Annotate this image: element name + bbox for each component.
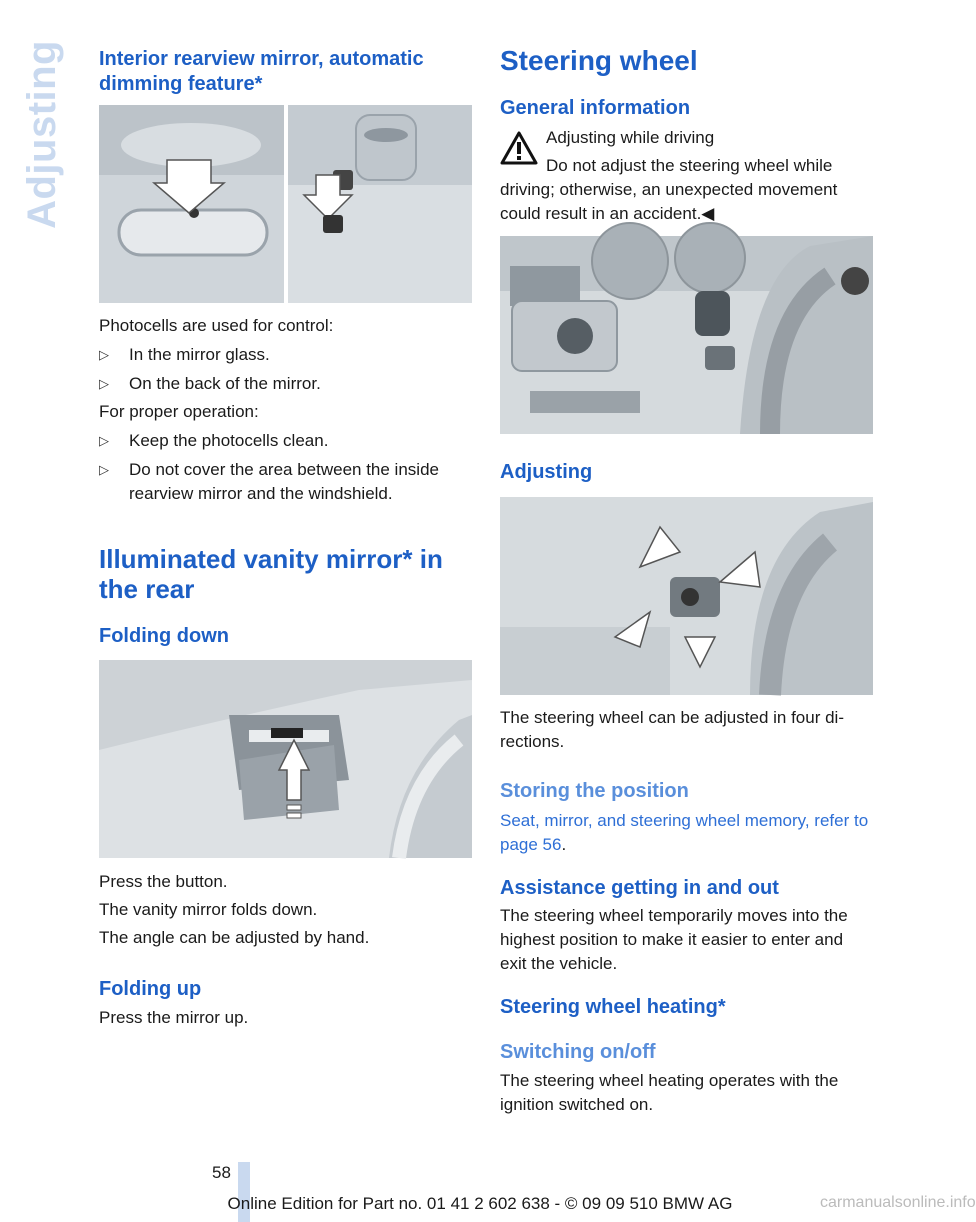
mirror-heading: Interior rearview mirror, automatic dimming feature* <box>99 48 424 95</box>
warning-title: Adjusting while driving <box>546 128 715 147</box>
storing-text: Seat, mirror, and steering wheel memory, refer to page 56. <box>500 811 869 854</box>
storing-heading: Storing the position <box>500 780 689 802</box>
switch-text: The steering wheel heating operates with the ignition switched on. <box>500 1071 839 1114</box>
vanity-title: Illuminated vanity mirror* in the rear <box>99 544 443 604</box>
heating-heading: Steering wheel heating* <box>500 996 726 1018</box>
general-info-heading: General information <box>500 97 691 119</box>
page-footer <box>0 1150 976 1222</box>
side-tab-label: Adjusting <box>20 40 64 229</box>
mirror-back-image <box>288 105 472 303</box>
steering-dashboard-image <box>500 236 873 434</box>
folding-up-text: Press the mirror up. <box>99 1008 249 1027</box>
proper-intro: For proper operation: <box>99 402 259 421</box>
photocells-intro: Photocells are used for control: <box>99 316 334 335</box>
steering-title: Steering wheel <box>500 45 698 76</box>
mirror-front-image <box>99 105 284 303</box>
bullet-icon: ▷ <box>99 433 109 448</box>
assist-text: The steering wheel temporarily moves into the highest position to make it easier to enter and exit the vehicle. <box>500 906 848 973</box>
bullet-icon: ▷ <box>99 347 109 362</box>
folding-up-heading: Folding up <box>99 978 202 1000</box>
bullet-icon: ▷ <box>99 462 109 477</box>
adjust-text: The steering wheel can be adjusted in four di- rections. <box>500 708 844 751</box>
assist-heading: Assistance getting in and out <box>500 877 779 899</box>
folding-down-line: Press the button. <box>99 872 228 891</box>
side-tab <box>22 40 62 240</box>
end-mark: ◀ <box>701 204 715 223</box>
edition-text: Online Edition for Part no. 01 41 2 602 638 - © 09 09 510 BMW AG <box>227 1194 733 1213</box>
memory-link[interactable]: Seat, mirror, and steering wheel memory, refer to page 56 <box>500 811 869 854</box>
switch-heading: Switching on/off <box>500 1041 656 1063</box>
warning-text: Do not adjust the steering wheel while driving; otherwise, an unexpected movement could result in an accident.◀ <box>500 156 838 223</box>
steering-adjust-image <box>500 497 873 695</box>
vanity-mirror-image <box>99 660 472 858</box>
folding-down-heading: Folding down <box>99 625 229 647</box>
folding-down-line: The vanity mirror folds down. <box>99 900 318 919</box>
folding-down-line: The angle can be adjusted by hand. <box>99 928 370 947</box>
page-number: 58 <box>212 1163 231 1182</box>
adjusting-heading: Adjusting <box>500 461 593 483</box>
watermark: carmanualsonline.info <box>820 1194 976 1211</box>
bullet-icon: ▷ <box>99 376 109 391</box>
